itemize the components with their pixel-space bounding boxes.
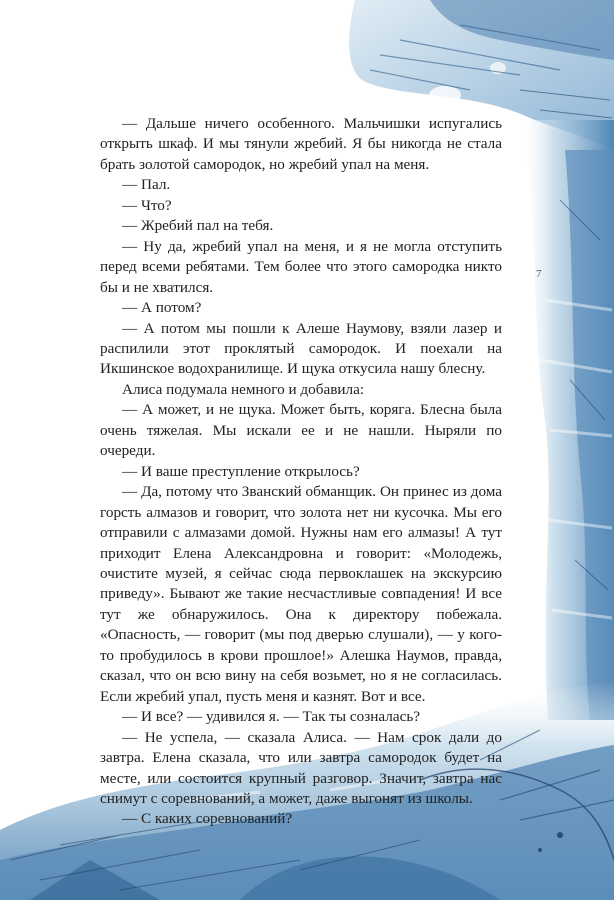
paragraph: — С каких соревнований? (122, 810, 293, 828)
paragraph: — И ваше преступление открылось? (122, 462, 360, 480)
paragraph: — А потом? (122, 299, 202, 317)
paragraph: — Ну да, жребий упал на меня, и я не могла отступить перед всеми ребятами. Тем более что этого самородка никто бы и не хватился. (100, 237, 502, 296)
paragraph: — Да, потому что Званский обманщик. Он принес из дома горсть алмазов и говорит, что золота нет ни кусочка. Мы его отправили с алмазами домой. Нужны нам его алмазы! А тут приходит Елена Александровна и говорит: «Молодежь, очистите музей, я сейчас сюда первоклашек на экскурсию приведу». Бывают же такие несчастливые совпадения! И все тут же обнаружилось. Она к директору побежала. «Опасность, — говорит (мы под дверью слушали), — у кого-то пробудилось в крови прошлое!» Алешка Наумов, правда, сказал, что он всю вину на себя возьмет, но я не согласилась. Если жребий упал, пусть меня и казнят. Вот и все. (100, 483, 502, 705)
paragraph: — Дальше ничего особенного. Мальчишки испугались открыть шкаф. И мы тянули жребий. Я бы никогда не стала брать золотой самородок, но жребий упал на меня. (100, 115, 502, 173)
body-text (100, 114, 502, 830)
paragraph: — Что? (122, 196, 172, 214)
page-number: 7 (536, 268, 542, 280)
paragraph: — Жребий пал на тебя. (122, 217, 274, 235)
paragraph: — А может, и не щука. Может быть, коряга. Блесна была очень тяжелая. Мы искали ее и не нашли. Ныряли по очереди. (100, 401, 502, 460)
paragraph: — Пал. (122, 176, 171, 194)
paragraph: Алиса подумала немного и добавила: (122, 380, 365, 398)
paragraph: — А потом мы пошли к Алеше Наумову, взяли лазер и распилили этот проклятый самородок. И поехали на Икшинское водохранилище. И щука откусила нашу блесну. (100, 319, 502, 378)
paragraph: — Не успела, — сказала Алиса. — Нам срок дали до завтра. Елена сказала, что или завтра самородок будет на месте, или состоится крупный разговор. Значит, завтра нас снимут с соревнований, а может, даже выгонят из школы. (100, 728, 502, 807)
paragraph: — И все? — удивился я. — Так ты созналась? (122, 708, 420, 726)
